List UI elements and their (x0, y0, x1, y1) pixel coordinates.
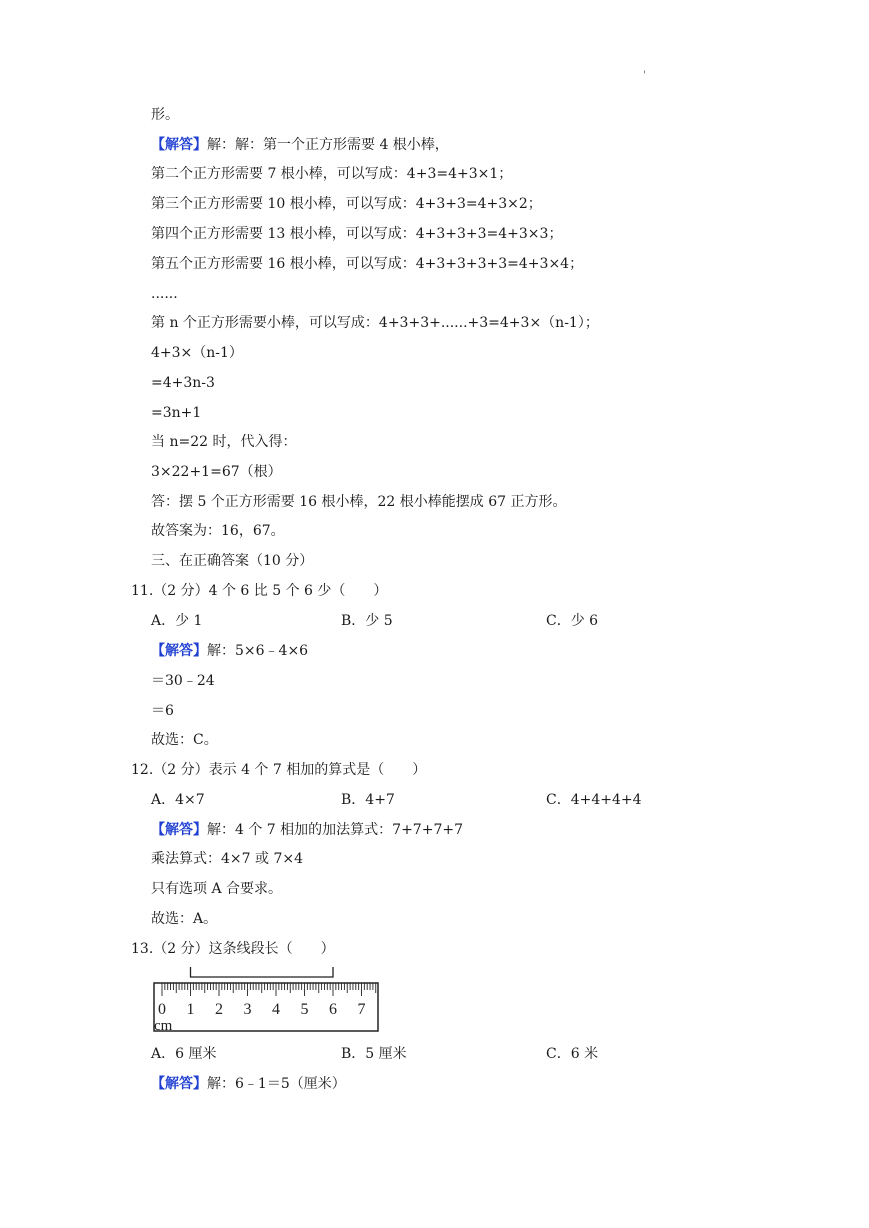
ruler-number-label: 5 (300, 1001, 309, 1018)
option-c: C．少 6 (546, 613, 599, 629)
ruler-figure (150, 963, 382, 1033)
text-line: ＝6 (151, 703, 174, 719)
segment-bracket (191, 967, 334, 977)
ruler-number-label: 3 (243, 1001, 252, 1018)
text-line: 第 n 个正方形需要小棒，可以写成：4+3+3+......+3=4+3×（n-1）； (151, 315, 599, 331)
answer-text: 解：4 个 7 相加的加法算式：7+7+7+7 (207, 822, 463, 838)
text-line: ＝30﹣24 (151, 673, 215, 689)
option-c: C．4+4+4+4 (546, 792, 642, 808)
text-line: 乘法算式：4×7 或 7×4 (151, 851, 303, 867)
text-line: 第三个正方形需要 10 根小棒，可以写成：4+3+3=4+3×2； (151, 196, 542, 212)
text-line: 4+3×（n-1） (151, 345, 243, 361)
answer-line (151, 641, 308, 661)
ruler-number-label: 7 (357, 1001, 366, 1018)
text-line: =4+3n-3 (151, 375, 215, 391)
ruler-number-label: 4 (272, 1001, 280, 1018)
ruler-number-label: 2 (215, 1001, 223, 1018)
line-segment (191, 967, 334, 977)
option-b: B．少 5 (341, 613, 393, 629)
option-a: A．少 1 (151, 613, 203, 629)
question-stem: 12.（2 分）表示 4 个 7 相加的算式是（ ） (131, 762, 427, 778)
question-stem: 13.（2 分）这条线段长（ ） (131, 941, 335, 957)
ruler-svg (150, 963, 382, 1033)
text-line: 形。 (151, 107, 179, 123)
ruler-unit-label: cm (154, 1018, 173, 1033)
option-b: B．5 厘米 (341, 1046, 407, 1062)
text-line: 第四个正方形需要 13 根小棒，可以写成：4+3+3+3=4+3×3； (151, 226, 563, 242)
text-line: =3n+1 (151, 405, 202, 421)
option-a: A．6 厘米 (151, 1046, 217, 1062)
question-stem: 11.（2 分）4 个 6 比 5 个 6 少（ ） (131, 583, 388, 599)
text-line: 第五个正方形需要 16 根小棒，可以写成：4+3+3+3+3=4+3×4； (151, 256, 584, 272)
answer-text: 解：6﹣1＝5（厘米） (207, 1076, 346, 1092)
section-heading: 三、在正确答案（10 分） (151, 553, 314, 569)
ruler-number-label: 1 (186, 1001, 195, 1018)
option-c: C．6 米 (546, 1046, 599, 1062)
answer-text: 解：解：第一个正方形需要 4 根小棒， (207, 137, 449, 153)
text-line: ...... (151, 286, 178, 302)
answer-line (151, 1074, 346, 1094)
text-line: 答：摆 5 个正方形需要 16 根小棒，22 根小棒能摆成 67 正方形。 (151, 494, 567, 510)
answer-line (151, 135, 449, 155)
answer-tag: 【解答】 (151, 822, 207, 838)
text-line: 故选：A。 (151, 911, 218, 927)
header-mark: ' (643, 70, 646, 81)
text-line: 3×22+1=67（根） (151, 464, 282, 480)
text-line: 第二个正方形需要 7 根小棒，可以写成：4+3=4+3×1； (151, 166, 513, 182)
text-line: 只有选项 A 合要求。 (151, 881, 283, 897)
ruler-number-label: 0 (158, 1001, 166, 1018)
ruler-number-label: 6 (329, 1001, 337, 1018)
answer-line (151, 820, 463, 840)
option-a: A．4×7 (151, 792, 205, 808)
option-b: B．4+7 (341, 792, 395, 808)
text-line: 故选：C。 (151, 732, 218, 748)
answer-text: 解：5×6﹣4×6 (207, 643, 309, 659)
answer-tag: 【解答】 (151, 1076, 207, 1092)
answer-tag: 【解答】 (151, 137, 207, 153)
text-line: 当 n=22 时，代入得： (151, 434, 297, 450)
answer-tag: 【解答】 (151, 643, 207, 659)
text-line: 故答案为：16，67。 (151, 523, 285, 539)
